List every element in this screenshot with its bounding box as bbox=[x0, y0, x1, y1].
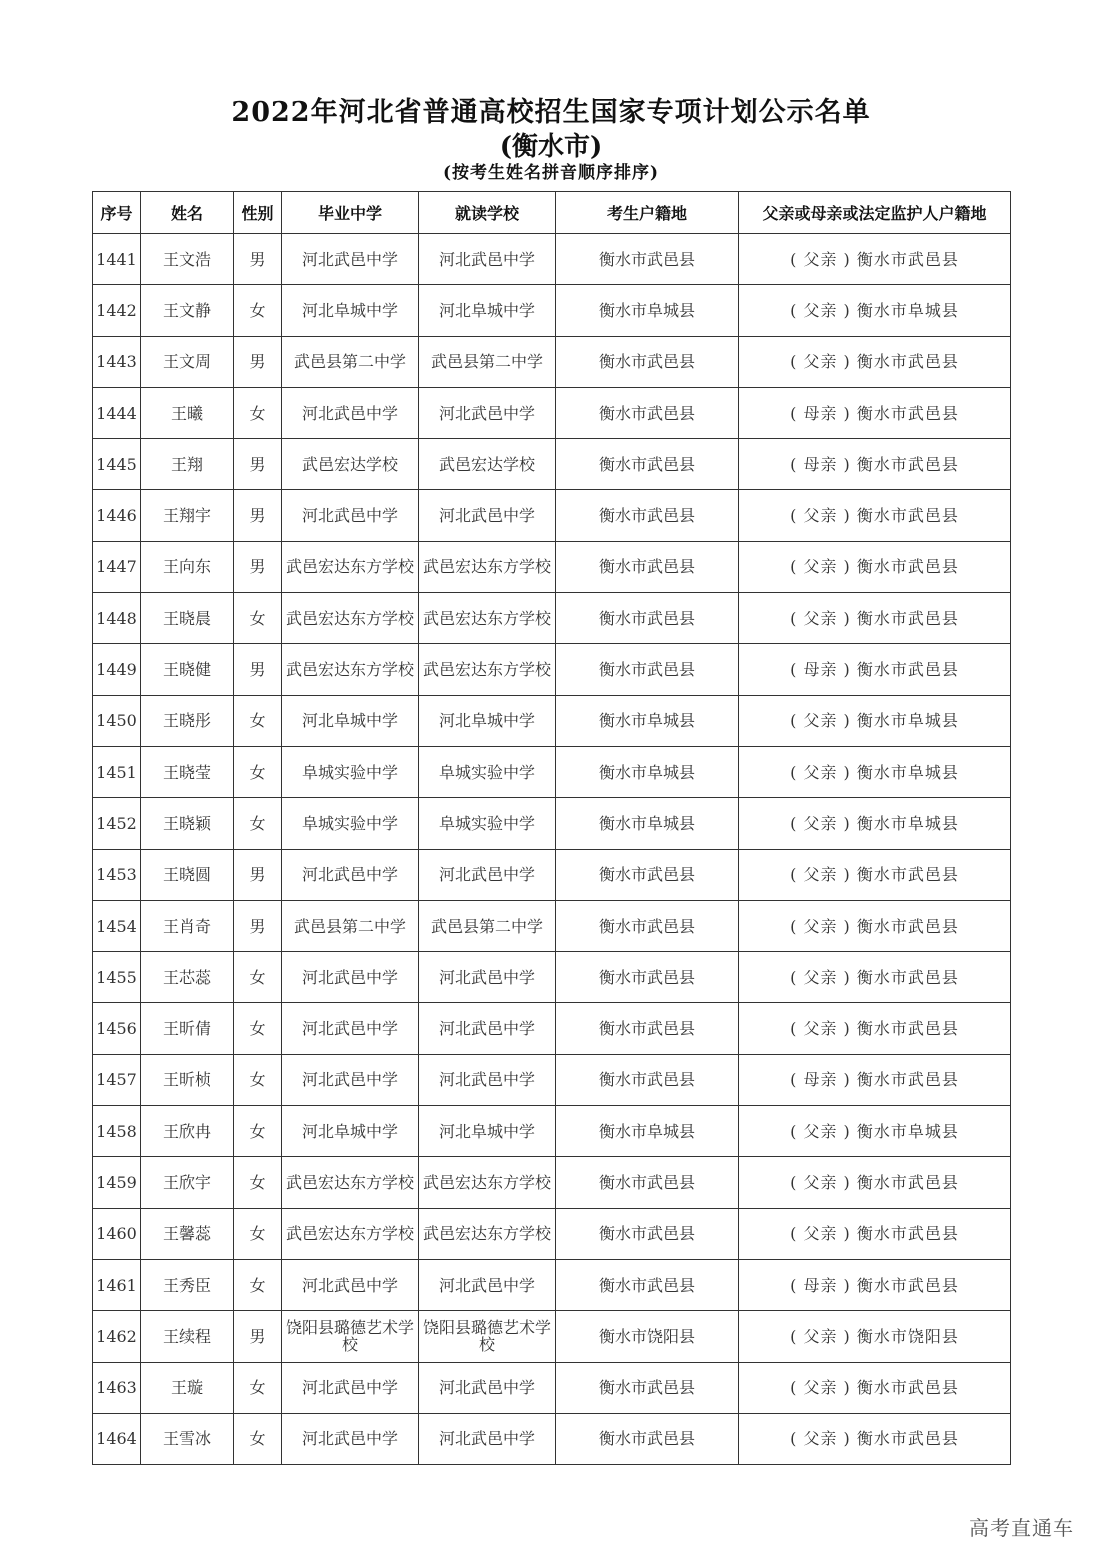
cell-serial: 1441 bbox=[93, 234, 141, 285]
cell-guardian-registration: ( 父亲 ) 衡水市阜城县 bbox=[739, 695, 1011, 746]
cell-name: 王晓莹 bbox=[141, 746, 234, 797]
cell-serial: 1446 bbox=[93, 490, 141, 541]
cell-name: 王文周 bbox=[141, 336, 234, 387]
cell-serial: 1443 bbox=[93, 336, 141, 387]
cell-gender: 女 bbox=[234, 1157, 282, 1208]
cell-household-registration: 衡水市武邑县 bbox=[556, 387, 739, 438]
cell-guardian-registration: ( 父亲 ) 衡水市武邑县 bbox=[739, 234, 1011, 285]
cell-gender: 男 bbox=[234, 900, 282, 951]
table-row bbox=[93, 952, 1011, 1003]
cell-current-school: 河北武邑中学 bbox=[419, 1413, 556, 1464]
cell-serial: 1456 bbox=[93, 1003, 141, 1054]
cell-current-school: 河北武邑中学 bbox=[419, 1003, 556, 1054]
column-header: 考生户籍地 bbox=[556, 192, 739, 234]
column-header: 序号 bbox=[93, 192, 141, 234]
table-row bbox=[93, 644, 1011, 695]
cell-name: 王曦 bbox=[141, 387, 234, 438]
cell-current-school: 饶阳县璐德艺术学校 bbox=[419, 1311, 556, 1362]
cell-household-registration: 衡水市武邑县 bbox=[556, 490, 739, 541]
cell-current-school: 武邑宏达学校 bbox=[419, 439, 556, 490]
cell-serial: 1454 bbox=[93, 900, 141, 951]
cell-serial: 1449 bbox=[93, 644, 141, 695]
cell-guardian-registration: ( 父亲 ) 衡水市武邑县 bbox=[739, 1362, 1011, 1413]
cell-current-school: 阜城实验中学 bbox=[419, 798, 556, 849]
cell-current-school: 河北武邑中学 bbox=[419, 952, 556, 1003]
cell-guardian-registration: ( 父亲 ) 衡水市武邑县 bbox=[739, 849, 1011, 900]
cell-graduation-school: 武邑宏达东方学校 bbox=[282, 1157, 419, 1208]
cell-name: 王秀臣 bbox=[141, 1259, 234, 1310]
cell-graduation-school: 阜城实验中学 bbox=[282, 798, 419, 849]
cell-guardian-registration: ( 父亲 ) 衡水市武邑县 bbox=[739, 1413, 1011, 1464]
table-row bbox=[93, 234, 1011, 285]
table-row bbox=[93, 900, 1011, 951]
cell-serial: 1460 bbox=[93, 1208, 141, 1259]
cell-household-registration: 衡水市武邑县 bbox=[556, 900, 739, 951]
cell-graduation-school: 武邑宏达学校 bbox=[282, 439, 419, 490]
cell-guardian-registration: ( 父亲 ) 衡水市武邑县 bbox=[739, 1003, 1011, 1054]
table-row bbox=[93, 1413, 1011, 1464]
cell-serial: 1458 bbox=[93, 1106, 141, 1157]
cell-gender: 女 bbox=[234, 387, 282, 438]
cell-graduation-school: 河北武邑中学 bbox=[282, 1413, 419, 1464]
page-subtitle: (衡水市) bbox=[499, 132, 603, 162]
cell-current-school: 河北武邑中学 bbox=[419, 490, 556, 541]
cell-name: 王晓圆 bbox=[141, 849, 234, 900]
table-row bbox=[93, 746, 1011, 797]
table-row bbox=[93, 1362, 1011, 1413]
table-row bbox=[93, 1208, 1011, 1259]
cell-household-registration: 衡水市武邑县 bbox=[556, 1413, 739, 1464]
cell-household-registration: 衡水市武邑县 bbox=[556, 1003, 739, 1054]
cell-household-registration: 衡水市阜城县 bbox=[556, 285, 739, 336]
table-row bbox=[93, 490, 1011, 541]
watermark-text: 高考直通车 bbox=[969, 1516, 1074, 1540]
cell-household-registration: 衡水市武邑县 bbox=[556, 849, 739, 900]
cell-serial: 1457 bbox=[93, 1054, 141, 1105]
cell-current-school: 武邑县第二中学 bbox=[419, 900, 556, 951]
cell-gender: 女 bbox=[234, 1106, 282, 1157]
cell-name: 王昕桢 bbox=[141, 1054, 234, 1105]
cell-graduation-school: 河北武邑中学 bbox=[282, 1362, 419, 1413]
column-header: 就读学校 bbox=[419, 192, 556, 234]
cell-name: 王昕倩 bbox=[141, 1003, 234, 1054]
table-row bbox=[93, 1157, 1011, 1208]
cell-gender: 女 bbox=[234, 285, 282, 336]
cell-household-registration: 衡水市饶阳县 bbox=[556, 1311, 739, 1362]
cell-guardian-registration: ( 父亲 ) 衡水市阜城县 bbox=[739, 746, 1011, 797]
cell-household-registration: 衡水市武邑县 bbox=[556, 644, 739, 695]
cell-current-school: 河北阜城中学 bbox=[419, 695, 556, 746]
cell-name: 王翔宇 bbox=[141, 490, 234, 541]
cell-guardian-registration: ( 父亲 ) 衡水市阜城县 bbox=[739, 1106, 1011, 1157]
cell-guardian-registration: ( 父亲 ) 衡水市武邑县 bbox=[739, 593, 1011, 644]
cell-current-school: 武邑县第二中学 bbox=[419, 336, 556, 387]
cell-gender: 女 bbox=[234, 695, 282, 746]
sort-note: (按考生姓名拼音顺序排序) bbox=[442, 163, 660, 183]
table-row bbox=[93, 1054, 1011, 1105]
cell-gender: 男 bbox=[234, 1311, 282, 1362]
table-row bbox=[93, 593, 1011, 644]
cell-name: 王欣冉 bbox=[141, 1106, 234, 1157]
cell-guardian-registration: ( 母亲 ) 衡水市武邑县 bbox=[739, 387, 1011, 438]
cell-guardian-registration: ( 父亲 ) 衡水市阜城县 bbox=[739, 285, 1011, 336]
cell-graduation-school: 河北阜城中学 bbox=[282, 285, 419, 336]
cell-household-registration: 衡水市武邑县 bbox=[556, 1157, 739, 1208]
page-title: 2022年河北省普通高校招生国家专项计划公示名单 bbox=[231, 97, 871, 128]
column-header: 姓名 bbox=[141, 192, 234, 234]
cell-name: 王向东 bbox=[141, 541, 234, 592]
cell-household-registration: 衡水市武邑县 bbox=[556, 541, 739, 592]
cell-serial: 1445 bbox=[93, 439, 141, 490]
cell-name: 王翔 bbox=[141, 439, 234, 490]
cell-graduation-school: 饶阳县璐德艺术学校 bbox=[282, 1311, 419, 1362]
cell-gender: 女 bbox=[234, 1362, 282, 1413]
cell-current-school: 河北武邑中学 bbox=[419, 234, 556, 285]
table-row bbox=[93, 1003, 1011, 1054]
cell-serial: 1444 bbox=[93, 387, 141, 438]
cell-guardian-registration: ( 父亲 ) 衡水市阜城县 bbox=[739, 798, 1011, 849]
cell-serial: 1453 bbox=[93, 849, 141, 900]
cell-household-registration: 衡水市武邑县 bbox=[556, 1208, 739, 1259]
cell-serial: 1463 bbox=[93, 1362, 141, 1413]
cell-guardian-registration: ( 父亲 ) 衡水市武邑县 bbox=[739, 1157, 1011, 1208]
cell-graduation-school: 武邑宏达东方学校 bbox=[282, 1208, 419, 1259]
cell-guardian-registration: ( 父亲 ) 衡水市武邑县 bbox=[739, 541, 1011, 592]
cell-household-registration: 衡水市阜城县 bbox=[556, 695, 739, 746]
cell-guardian-registration: ( 父亲 ) 衡水市武邑县 bbox=[739, 490, 1011, 541]
cell-gender: 女 bbox=[234, 952, 282, 1003]
cell-gender: 男 bbox=[234, 644, 282, 695]
table-row bbox=[93, 285, 1011, 336]
cell-current-school: 河北武邑中学 bbox=[419, 1054, 556, 1105]
cell-name: 王晓颖 bbox=[141, 798, 234, 849]
cell-graduation-school: 河北武邑中学 bbox=[282, 234, 419, 285]
cell-household-registration: 衡水市武邑县 bbox=[556, 593, 739, 644]
cell-household-registration: 衡水市阜城县 bbox=[556, 746, 739, 797]
cell-graduation-school: 阜城实验中学 bbox=[282, 746, 419, 797]
cell-gender: 女 bbox=[234, 1413, 282, 1464]
table-row bbox=[93, 387, 1011, 438]
cell-graduation-school: 河北武邑中学 bbox=[282, 952, 419, 1003]
cell-gender: 男 bbox=[234, 849, 282, 900]
cell-guardian-registration: ( 父亲 ) 衡水市武邑县 bbox=[739, 1208, 1011, 1259]
cell-current-school: 河北武邑中学 bbox=[419, 849, 556, 900]
cell-household-registration: 衡水市武邑县 bbox=[556, 1259, 739, 1310]
cell-name: 王晓晨 bbox=[141, 593, 234, 644]
table-row bbox=[93, 439, 1011, 490]
table-body bbox=[93, 234, 1011, 1465]
cell-serial: 1461 bbox=[93, 1259, 141, 1310]
cell-serial: 1451 bbox=[93, 746, 141, 797]
cell-name: 王晓彤 bbox=[141, 695, 234, 746]
table-row bbox=[93, 1259, 1011, 1310]
cell-serial: 1442 bbox=[93, 285, 141, 336]
roster-table bbox=[92, 191, 1011, 1465]
cell-name: 王馨蕊 bbox=[141, 1208, 234, 1259]
cell-household-registration: 衡水市武邑县 bbox=[556, 439, 739, 490]
cell-name: 王文浩 bbox=[141, 234, 234, 285]
cell-household-registration: 衡水市阜城县 bbox=[556, 798, 739, 849]
cell-current-school: 武邑宏达东方学校 bbox=[419, 541, 556, 592]
column-header: 性别 bbox=[234, 192, 282, 234]
cell-gender: 女 bbox=[234, 746, 282, 797]
cell-current-school: 河北武邑中学 bbox=[419, 1362, 556, 1413]
cell-name: 王璇 bbox=[141, 1362, 234, 1413]
cell-household-registration: 衡水市武邑县 bbox=[556, 336, 739, 387]
cell-name: 王雪冰 bbox=[141, 1413, 234, 1464]
cell-graduation-school: 武邑县第二中学 bbox=[282, 336, 419, 387]
cell-current-school: 武邑宏达东方学校 bbox=[419, 1157, 556, 1208]
table-row bbox=[93, 695, 1011, 746]
cell-guardian-registration: ( 母亲 ) 衡水市武邑县 bbox=[739, 1054, 1011, 1105]
cell-graduation-school: 河北武邑中学 bbox=[282, 1259, 419, 1310]
cell-guardian-registration: ( 父亲 ) 衡水市武邑县 bbox=[739, 952, 1011, 1003]
cell-current-school: 河北武邑中学 bbox=[419, 387, 556, 438]
cell-graduation-school: 武邑宏达东方学校 bbox=[282, 541, 419, 592]
cell-graduation-school: 河北武邑中学 bbox=[282, 849, 419, 900]
cell-name: 王文静 bbox=[141, 285, 234, 336]
cell-guardian-registration: ( 母亲 ) 衡水市武邑县 bbox=[739, 644, 1011, 695]
table-header-row bbox=[93, 192, 1011, 234]
cell-gender: 女 bbox=[234, 1259, 282, 1310]
cell-gender: 男 bbox=[234, 234, 282, 285]
cell-household-registration: 衡水市武邑县 bbox=[556, 952, 739, 1003]
cell-guardian-registration: ( 母亲 ) 衡水市武邑县 bbox=[739, 1259, 1011, 1310]
cell-gender: 女 bbox=[234, 1003, 282, 1054]
cell-gender: 男 bbox=[234, 336, 282, 387]
cell-graduation-school: 河北武邑中学 bbox=[282, 1003, 419, 1054]
cell-current-school: 河北武邑中学 bbox=[419, 1259, 556, 1310]
cell-name: 王晓健 bbox=[141, 644, 234, 695]
cell-current-school: 武邑宏达东方学校 bbox=[419, 593, 556, 644]
cell-current-school: 河北阜城中学 bbox=[419, 1106, 556, 1157]
cell-current-school: 武邑宏达东方学校 bbox=[419, 644, 556, 695]
cell-household-registration: 衡水市武邑县 bbox=[556, 234, 739, 285]
cell-household-registration: 衡水市武邑县 bbox=[556, 1362, 739, 1413]
cell-name: 王芯蕊 bbox=[141, 952, 234, 1003]
cell-serial: 1447 bbox=[93, 541, 141, 592]
cell-gender: 男 bbox=[234, 439, 282, 490]
cell-gender: 女 bbox=[234, 1054, 282, 1105]
column-header: 毕业中学 bbox=[282, 192, 419, 234]
column-header: 父亲或母亲或法定监护人户籍地 bbox=[739, 192, 1011, 234]
cell-guardian-registration: ( 父亲 ) 衡水市饶阳县 bbox=[739, 1311, 1011, 1362]
cell-graduation-school: 河北武邑中学 bbox=[282, 1054, 419, 1105]
cell-guardian-registration: ( 父亲 ) 衡水市武邑县 bbox=[739, 900, 1011, 951]
cell-graduation-school: 河北武邑中学 bbox=[282, 490, 419, 541]
cell-graduation-school: 河北阜城中学 bbox=[282, 695, 419, 746]
cell-serial: 1455 bbox=[93, 952, 141, 1003]
table-row bbox=[93, 798, 1011, 849]
cell-serial: 1459 bbox=[93, 1157, 141, 1208]
cell-gender: 男 bbox=[234, 490, 282, 541]
table-row bbox=[93, 541, 1011, 592]
cell-graduation-school: 武邑宏达东方学校 bbox=[282, 593, 419, 644]
cell-serial: 1450 bbox=[93, 695, 141, 746]
cell-graduation-school: 河北阜城中学 bbox=[282, 1106, 419, 1157]
cell-gender: 女 bbox=[234, 1208, 282, 1259]
cell-graduation-school: 武邑宏达东方学校 bbox=[282, 644, 419, 695]
cell-gender: 女 bbox=[234, 593, 282, 644]
table-row bbox=[93, 849, 1011, 900]
cell-graduation-school: 河北武邑中学 bbox=[282, 387, 419, 438]
table-row bbox=[93, 1311, 1011, 1362]
cell-gender: 女 bbox=[234, 798, 282, 849]
cell-serial: 1448 bbox=[93, 593, 141, 644]
cell-current-school: 河北阜城中学 bbox=[419, 285, 556, 336]
table-row bbox=[93, 1106, 1011, 1157]
cell-household-registration: 衡水市阜城县 bbox=[556, 1106, 739, 1157]
cell-name: 王欣宇 bbox=[141, 1157, 234, 1208]
cell-current-school: 武邑宏达东方学校 bbox=[419, 1208, 556, 1259]
cell-name: 王续程 bbox=[141, 1311, 234, 1362]
cell-guardian-registration: ( 母亲 ) 衡水市武邑县 bbox=[739, 439, 1011, 490]
cell-current-school: 阜城实验中学 bbox=[419, 746, 556, 797]
cell-graduation-school: 武邑县第二中学 bbox=[282, 900, 419, 951]
cell-name: 王肖奇 bbox=[141, 900, 234, 951]
table-row bbox=[93, 336, 1011, 387]
cell-serial: 1452 bbox=[93, 798, 141, 849]
cell-guardian-registration: ( 父亲 ) 衡水市武邑县 bbox=[739, 336, 1011, 387]
cell-serial: 1464 bbox=[93, 1413, 141, 1464]
cell-gender: 男 bbox=[234, 541, 282, 592]
cell-household-registration: 衡水市武邑县 bbox=[556, 1054, 739, 1105]
cell-serial: 1462 bbox=[93, 1311, 141, 1362]
